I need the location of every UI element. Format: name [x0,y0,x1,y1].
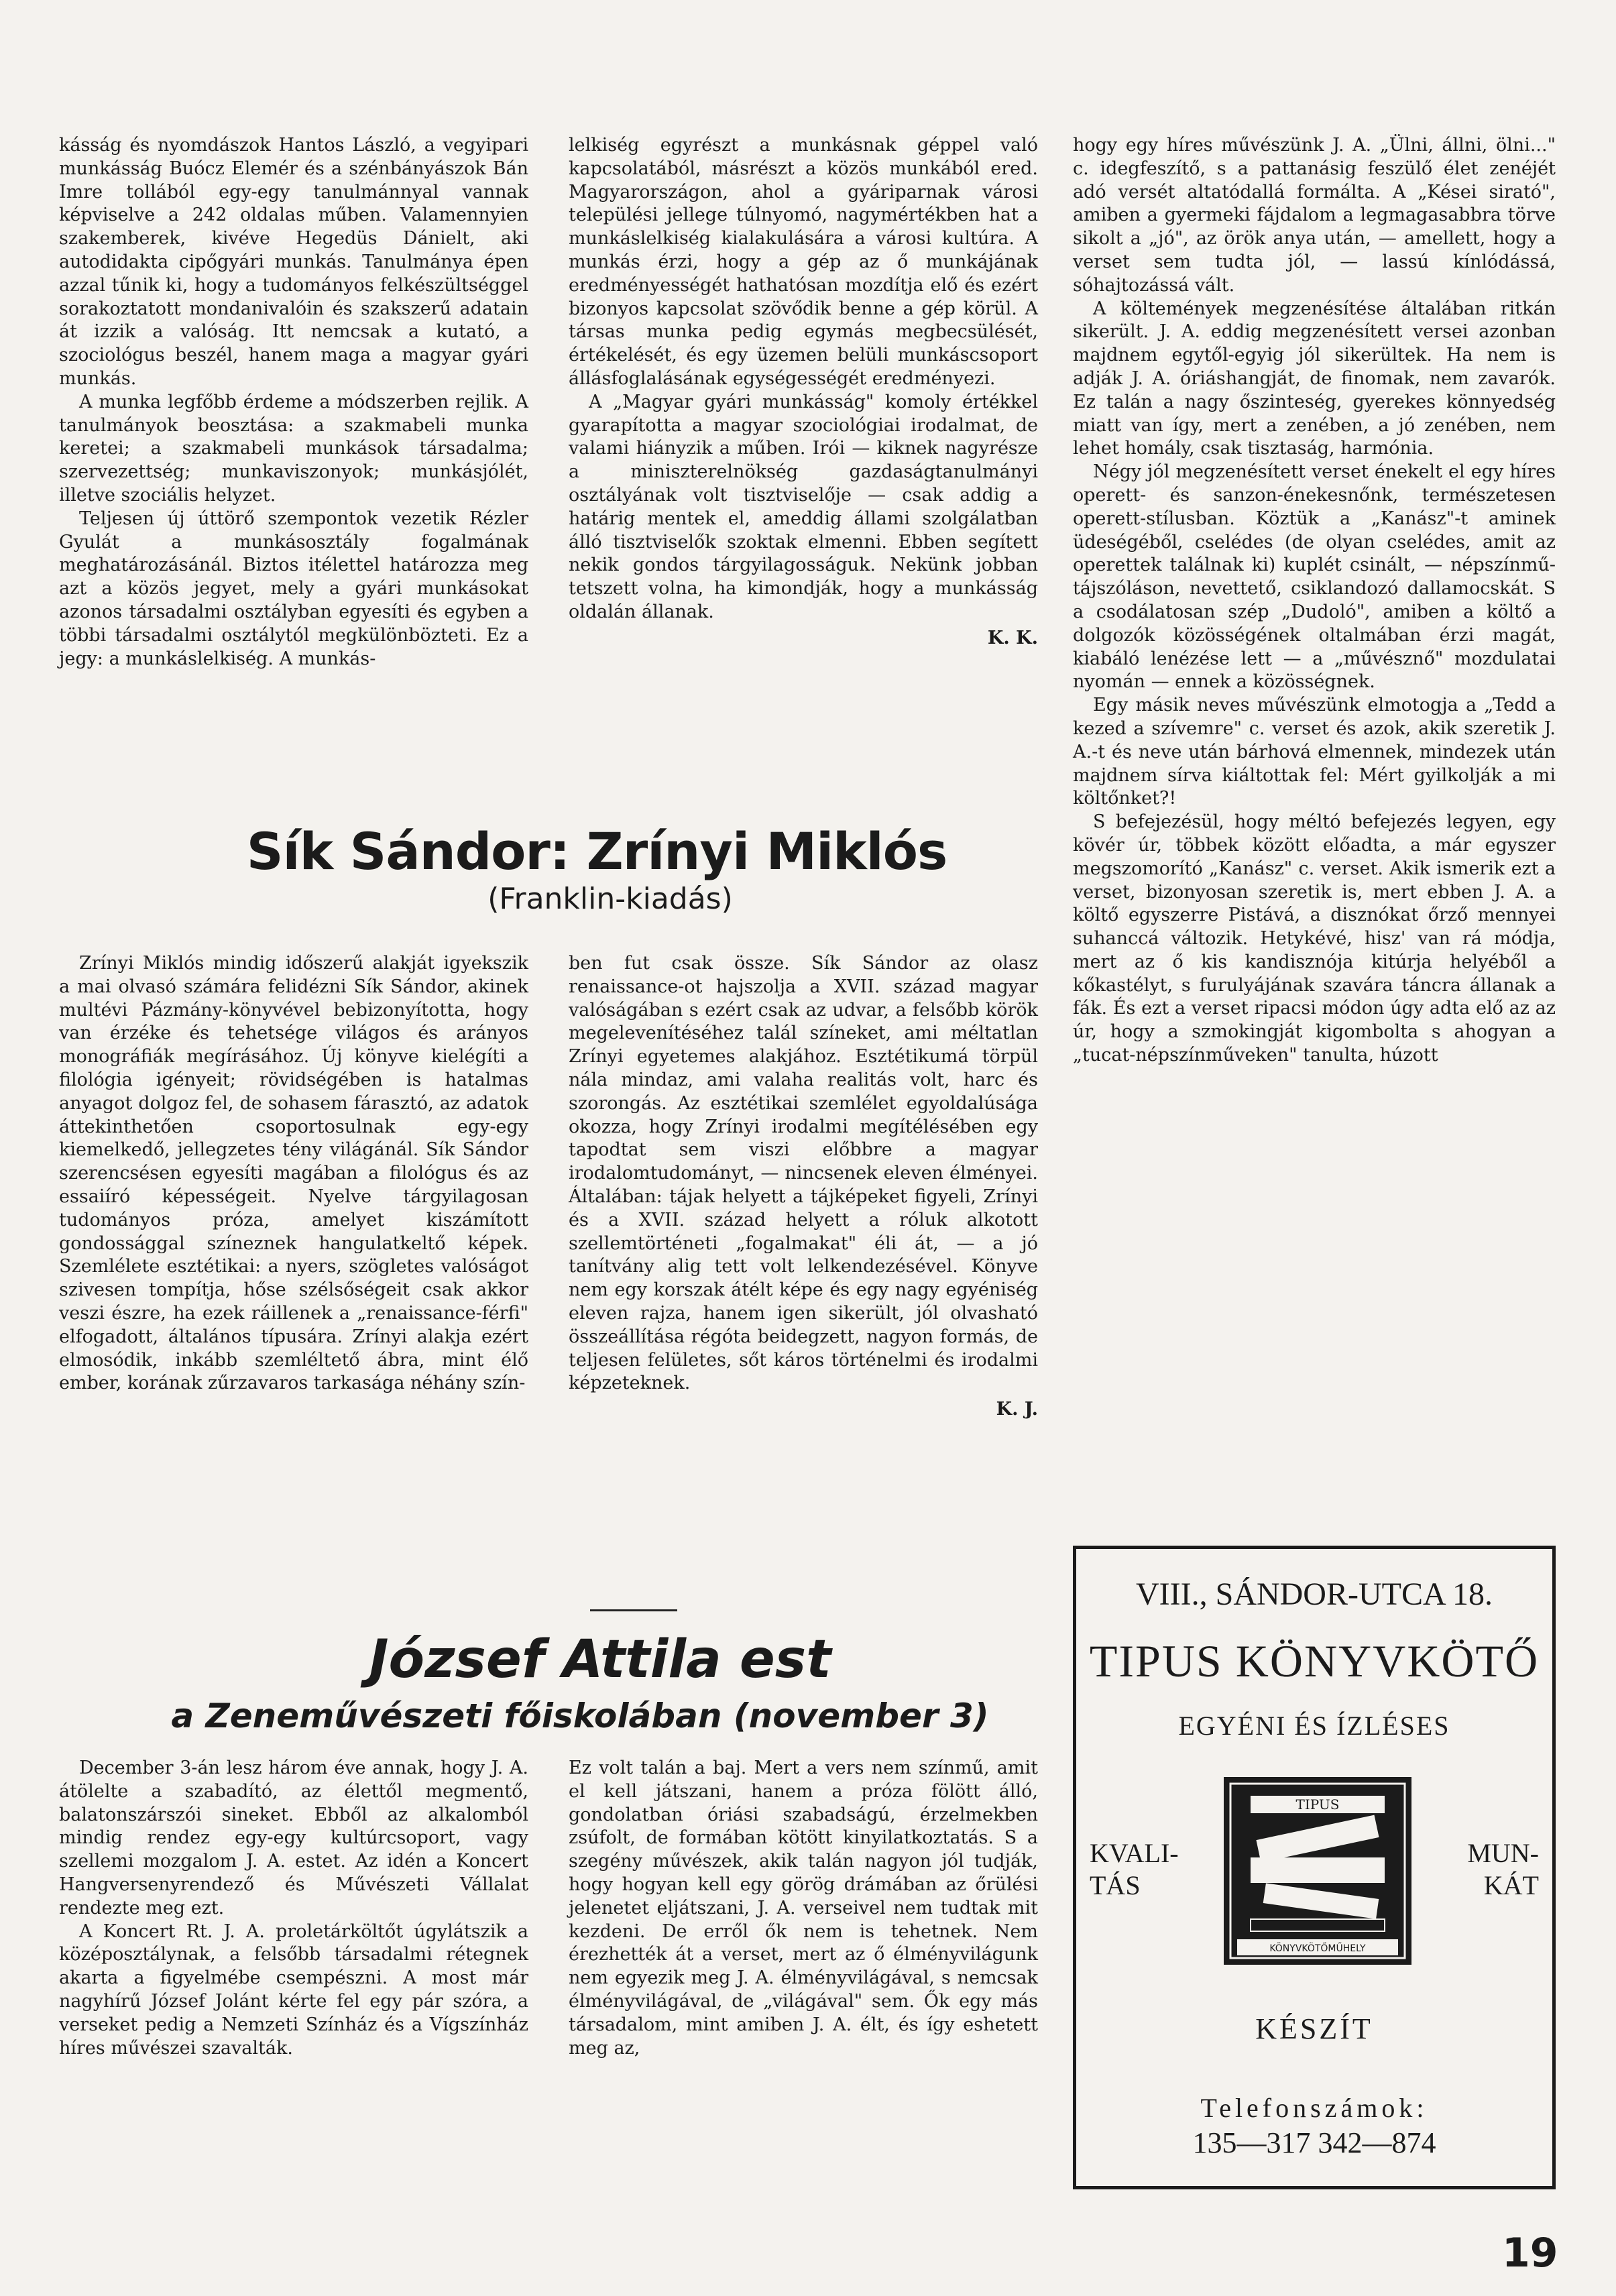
ad-phone-label: Telefonszámok: [1200,2093,1428,2123]
paragraph: A „Magyar gyári munkásság" komoly értékkel gyarapította a magyar szociológiai irodalmat, de valami hiányzik a műben. Irói — kiknek nagyrésze a miniszterelnökség gazdaságtanulmányi osztályának volt tisztviselője — csak addig a határig mentek el, ameddig állami szolgálatban álló tisztviselők szoktak elmenni. Ebben segített nekik gondos tárgyilagosságuk. Nekünk jobban tetszett volna, ha kimondják, hogy a munkásság oldalán állanak. [569,391,1038,622]
paragraph: Teljesen új úttörő szempontok vezetik Rézler Gyulát a munkásosztály fogalmának meghatározásánál. Biztos itélettel határozza meg azt a közös jegyet, mely a gyári munkásokat azonos társadalmi osztályban egyesíti és egyben a többi társadalmi osztálytól megkülönbözteti. Ez a jegy: a munkáslelkiség. A munkás- [59,508,528,669]
paragraph: A munka legfőbb érdeme a módszerben rejlik. A tanulmányok beosztása: a szakmabeli munka keretei; a szakmabeli munkások társadalma; szervezettség; munkaviszonyok; munkásjólét, illetve szociális helyzet. [59,391,528,506]
ad-slogan: EGYÉNI ÉS ÍZLÉSES [1178,1711,1450,1741]
logo-bottom-text: KÖNYVKÖTŐMŰHELY [1269,1943,1366,1954]
paragraph: lelkiség egyrészt a munkásnak géppel való kapcsolatából, másrészt a közös munkából ered. Magyarországon, ahol a gyáriparnak városi települési jellege túlnyomó, nagymértékben hat a munkáslelkiség kialakulására a városi kultúra. A munkás érzi, hogy a gép az ő munkájának eredményességét hathatósan mozdítja elő és ezért bizonyos kapcsolat szövődik benne a gép körül. A társas munka pedig egymás megbecsülését, értékelését, és egy üzemen belüli munkáscsoport állásfoglalásának egységességét eredményezi. [569,135,1038,389]
signature: K. K. [987,627,1038,648]
bookbinder-logo-icon [1210,1764,1425,1978]
ad-name: TIPUS KÖNYVKÖTŐ [1089,1635,1540,1686]
paragraph: December 3-án lesz három éve annak, hogy J. A. átölelte a szabadító, az élettől megmentő, balatonszárszói sineket. Ebből az alkalomból mindig rendez egy-egy kultúrcsoport, vagy szellemi mozgalom J. A. estet. Az idén a Koncert Hangversenyrendező és Művészeti Vállalat rendezte meg ezt. [59,1758,528,1918]
divider [590,1609,677,1611]
article2-subtitle: (Franklin-kiadás) [487,882,733,916]
paragraph: Egy másik neves művészünk elmotogja a „Tedd a kezed a szívemre" c. verset és azok, akik szeretik J. A.-t és neve után bárhová elmennek, mindezek után majdnem sírva kiáltottak fel: Mért gyilkolják a mi költőnket?! [1073,695,1556,809]
article1-col2 [569,134,1038,650]
signature: K. J. [996,1399,1038,1420]
paragraph: S befejezésül, hogy méltó befejezés legyen, egy kövér úr, többek között előadta, a már egyszer megszomorító „Kanász" c. verset. Akik ismerik ezt a verset, bizonyosan szeretik is, mert ebben J. A. a költő egyszerre Pistává, a disznókat őrző mennyei suhanccá változik. Hetykévé, hisz' van rá módja, mert az ő kis kandisznója kitúrja helyéből a kőkastélyt, s furulyájának szavára táncra állanak a fák. És ezt a verset ripacsi módon úgy adta elő az az úr, hogy a szmokingját kigombolta s ahogyan a „tucat-népszínműveken" tanulta, húzott [1073,811,1556,1066]
article3-title: József Attila est [369,1629,831,1690]
paragraph: A Koncert Rt. J. A. proletárköltőt úgylátszik a középosztálynak, a felsőbb társadalmi rétegnek akarta a figyelmébe csempészni. A most már nagyhírű József Jolánt kérte fel egy pár szóra, a verseket pedig a Nemzeti Színház és a Vígszínház híres művészei szavalták. [59,1920,528,2059]
paragraph: kásság és nyomdászok Hantos László, a vegyipari munkásság Buócz Elemér és a szénbányászok Bán Imre tollából egy-egy tanulmánnyal vannak képviselve a 242 oldalas műben. Valamennyien szakemberek, kivéve Hegedüs Dánielt, aki autodidakta cipőgyári munkás. Tanulmánya épen azzal tűnik ki, hogy a tudományos felkészültséggel sorakoztatott mondanivalóin és szakszerű adatain át izzik a valóság. Itt nemcsak a kutató, a szociológus beszél, hanem maga a magyar gyári munkás. [59,135,528,389]
paragraph: A költemények megzenésítése általában ritkán sikerült. J. A. eddig megzenésített versei azonban majdnem egytől-egyig jól sikerültek. Ha nem is adják J. A. óriáshangját, de finomak, nem zavarók. Ez talán a nagy őszinteség, gyerekes könnyedség miatt van így, mert a zenében, a jó zenében, nem lehet homály, csak tisztaság, harmónia. [1073,298,1556,459]
page-number: 19 [1502,2230,1558,2277]
ad-phone-numbers: 135—317 342—874 [1192,2126,1436,2159]
paragraph: Zrínyi Miklós mindig időszerű alakját igyekszik a mai olvasó számára felidézni Sík Sándor, akinek multévi Pázmány-könyvével bebizonyította, hogy van érzéke és tehetsége világos és arányos monográfiák megírásához. Új könyve kielégíti a filológia igényeit; rövidségében is hatalmas anyagot dolgoz fel, de sohasem fárasztó, az adatok áttekinthetően csoportosulnak egy-egy kiemelkedő, jellegzetes tény világánál. Sík Sándor szerencsésen egyesíti magában a filológus és az essaiíró képességeit. Nyelve tárgyilagosan tudományos próza, amelyet kiszámított gondossággal színeznek hangulatkeltő képek. Szemlélete esztétikai: a nyers, szögletes valóságot szivesen tompítja, hőse szélsőségeit csak akkor veszi észre, ha ezek ráillenek a „renaissance-férfi" elfogadott, általános típusára. Zrínyi alakja ezért elmosódik, inkább szemléltető ábra, mint élő ember, korának zűrzavaros tarkasága néhány szín- [59,953,528,1394]
article3-col2 [569,1757,1038,2060]
ad-right-text: MUN- KÁT [1467,1838,1539,1900]
article3-subtitle: a Zeneművészeti főiskolában (november 3) [171,1697,989,1735]
article2-title: Sík Sándor: Zrínyi Miklós [246,821,947,881]
article3-col1 [59,1757,528,2060]
paragraph: hogy egy híres művészünk J. A. „Ülni, állni, ölni..." c. idegfeszítő, s a pattanásig feszülő élet zenéjét adó versét altatódallá formálta. A „Kései sirató", amiben a gyermeki fájdalom a legmagasabbra törve sikolt a „jó", az örök anya után, — amellett, hogy a verset sem tudta jól, — lassú kínlódássá, sóhajtozássá vált. [1073,135,1556,296]
article1-col1 [59,134,528,671]
article2-col1 [59,952,528,1395]
ad-address: VIII., SÁNDOR-UTCA 18. [1136,1576,1493,1612]
paragraph: Ez volt talán a baj. Mert a vers nem színmű, amit el kell játszani, hanem a próza fölött álló, gondolatban óriási szabadságú, érzelmekben zsúfolt, de formában kötött kinyilatkoztatás. S a szegény művészek, akik talán nagyon jól tudják, hogy hogyan kell egy görög drámában az őrülési jelenetet eljátszani, J. A. verseivel nem tudtak mit kezdeni. De erről ők nem is tehetnek. Nem érezhették át a verset, mert az ő élményvilágunk nem egyezik meg J. A. élményvilágával, s nemcsak élményvilágával, de „világával" sem. Ők egy más társadalom, mint amiben J. A. élt, és így eshetett meg az, [569,1758,1038,2059]
advertisement-box [1073,1546,1556,2189]
article3-col3 [1073,134,1556,1068]
article2-col2 [569,952,1038,1422]
ad-left-text: KVALI- TÁS [1090,1838,1179,1900]
logo-top-text: TIPUS [1295,1796,1340,1813]
ad-make: KÉSZÍT [1255,2012,1373,2045]
paragraph: ben fut csak össze. Sík Sándor az olasz renaissance-ot hajszolja a XVII. század magyar valóságában s ezért csak az udvar, a felsőbb körök megelevenítéséhez talál színeket, ami méltatlan Zrínyi egyetemes alakjához. Esztétikumá törpül nála mindaz, ami valaha realitás volt, harc és szorongás. Az esztétikai szemlélet egyoldalúsága okozza, hogy Zrínyi irodalmi megítélésében egy tapodtat sem viszi előbbre a magyar irodalomtudományt, — nincsenek eleven élményei. Általában: tájak helyett a tájképeket figyeli, Zrínyi és a XVII. század helyett a róluk alkotott szellemtörténeti „fogalmakat" éli át, — a jó tanítvány alig tett volt lelkendezésével. Könyve nem egy korszak átélt képe és egy nagy egyéniség eleven rajza, hanem igen sikerült, jól olvasható összeállítása régóta beidegzett, nagyon formás, de teljesen felületes, sőt káros történelmi és irodalmi képzeteknek. [569,953,1038,1394]
paragraph: Négy jól megzenésített verset énekelt el egy híres operett- és sanzon-énekesnőnk, természetesen operett-stílusban. Köztük a „Kanász"-t aminek üdeségéből, cselédes (de olyan cselédes, amit az operettek találnak ki) kuplét csinált, — népszínmű-tájszóláson, nevettető, csiklandozó dallamocskát. S a csodálatosan szép „Dudoló", amiben a költő a dolgozók közösségének oltalmában érzi magát, kiabáló lenézése lett — a „művésznő" mozdulatai nyomán — ennek a közösségnek. [1073,461,1556,693]
